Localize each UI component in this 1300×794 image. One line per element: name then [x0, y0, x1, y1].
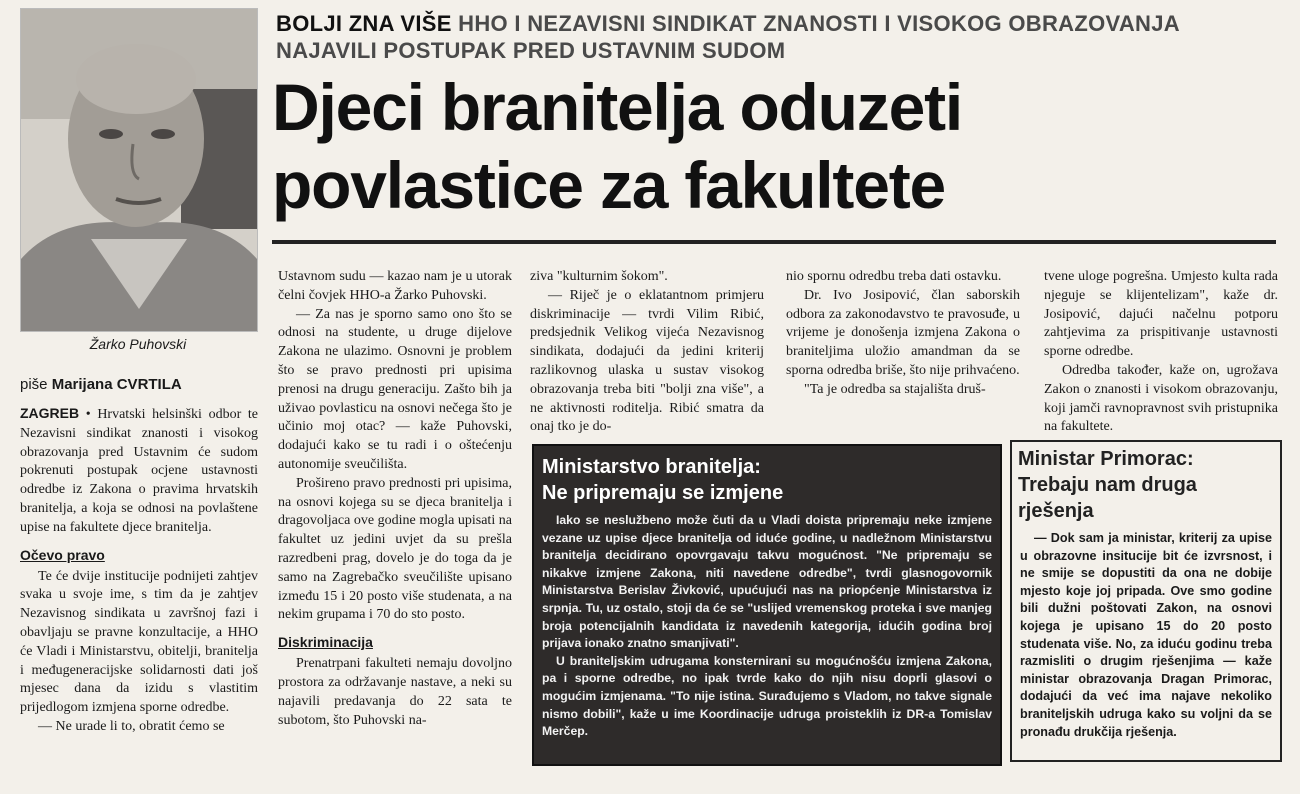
headline-line-1: Djeci branitelja oduzeti: [272, 70, 963, 144]
article-column-4: [786, 268, 1020, 400]
paragraph: "Ta je odredba sa stajališta druš-: [804, 381, 986, 397]
box-body: [542, 512, 992, 741]
article-column-5: [1044, 268, 1278, 437]
dateline: ZAGREB: [20, 405, 80, 421]
paragraph: — Za nas je sporno samo ono što se odnosi na studente, u druge dijelove Zakona ne ulazimo. Osnovni je problem što se pravo prednosti pri upisima prenosi na drugu generaciju. Zašto bih ja uživao povlasticu na osnovi nečega što je učinio moj otac? — kaže Puhovski, dodajući kako se tu radi i o oštećenju autonomije sveučilišta.: [278, 306, 512, 472]
photo-caption: Žarko Puhovski: [89, 336, 187, 352]
paragraph: tvene uloge pogrešna. Umjesto kulta rada njeguje se klijentelizam", kaže dr. Josipović, dajući načelnu potporu zahtjevima za prispitivanje ustavnosti sporne odredbe.: [1044, 269, 1278, 360]
byline-author: Marijana CVRTILA: [51, 376, 182, 393]
box-paragraph: U braniteljskim udrugama konsternirani su mogućnošću izmjena Zakona, pa i sporne odredbe, no ipak tvrde kako do njih nisu doprli glasovi o mogućim izmjenama. "To nije istina. Surađujemo s Vladom, no takve signale nismo dobili", kaže u ime Koordinacije udruga proisteklih iz DR-a Tomislav Merčep.: [542, 653, 992, 739]
paragraph: ZAGREB • Hrvatski helsinški odbor te Nezavisni sindikat znanosti i visokog obrazovanja pred Ustavnim će sudom pokrenuti postupak ocjene ustavnosti odredbe iz Zakona o pravima hrvatskih branitelja, a koja se odnosi na povlaštene upise na fakultete djece branitelja.: [20, 405, 258, 535]
paragraph: — Riječ je o eklatantnom primjeru diskriminacije — tvrdi Vilim Ribić, predsjednik Velikog vijeća Nezavisnog sindikata, dodajući da jedini kriterij razlikovnog ulaska u sustav visokog obrazovanja treba biti "bolji zna više", a ne aktivnosti roditelja. Ribić smatra da onaj tko je do-: [530, 287, 764, 435]
paragraph: Prošireno pravo prednosti pri upisima, na osnovi kojega su se djeca branitelja i dragovoljaca ove godine mogla upisati na fakultet uz jedini uvjet da su prešla razredbeni prag, dovelo je do toga da je samo na Zagrebačko sveučilište upisano između 15 i 20 posto više studenata, a na nekim grupama i 70 do sto posto.: [278, 475, 512, 623]
byline-prefix: piše: [20, 376, 48, 393]
subheading-diskriminacija: Diskriminacija: [278, 634, 373, 651]
paragraph: Prenatrpani fakulteti nemaju dovoljno prostora za održavanje nastave, a neki su najavili predavanja do 22 sata te subotom, što Puhovski na-: [278, 656, 512, 728]
box-title-line-2: Ne pripremaju se izmjene: [542, 482, 784, 504]
portrait-image: [21, 9, 257, 331]
paragraph: Dr. Ivo Josipović, član saborskih odbora za zakonodavstvo te pravosuđe, u vrijeme je donošenja izmjena Zakona o braniteljima uložio amandman da se sporna odredba briše, što nije prihvaćeno.: [786, 287, 1020, 378]
ministry-sidebar-box: [532, 444, 1002, 766]
kicker-text: HHO I NEZAVISNI SINDIKAT ZNANOSTI I VISOKOG OBRAZOVANJA NAJAVILI POSTUPAK PRED USTAVNIM SUDOM: [276, 11, 1180, 63]
byline: [20, 376, 260, 393]
paragraph-text: Hrvatski helsinški odbor te Nezavisni sindikat znanosti i visokog obrazovanja pred Ustavnim će sudom pokrenuti postupak ocjene ustavnosti odredbe iz Zakona o pravima hrvatskih branitelja, a koja se odnosi na povlaštene upise na fakultete djece branitelja.: [20, 407, 258, 535]
box-title: [542, 454, 1000, 506]
paragraph: Odredba također, kaže on, ugrožava Zakon o znanosti i visokom obrazovanju, koji jamči ravnopravnost svih pristupnika na fakultete.: [1044, 362, 1278, 435]
paragraph: Te će dvije institucije podnijeti zahtjev svaka u svoje ime, s tim da je zahtjev Nezavisnog sindikata u završnoj fazi i obavljaju se pravne konzultacije, a HHO će Vladi i Ministarstvu, obitelji, branitelja i međugeneracijske solidarnosti dati još mjesec dana da izidu s vlastitim prijedlogom izmjena sporne odredbe.: [20, 568, 258, 716]
box-title: [1018, 446, 1280, 524]
kicker-lead: BOLJI ZNA VIŠE: [276, 11, 452, 36]
box-title-line-1: Ministar Primorac:: [1018, 448, 1194, 470]
article-column-2: [278, 268, 512, 730]
paragraph: nio spornu odredbu treba dati ostavku.: [786, 269, 1002, 284]
box-title-line-1: Ministarstvo branitelja:: [542, 456, 761, 478]
box-paragraph: — Dok sam ja ministar, kriterij za upise u obrazovne insitucije bit će izvrsnost, i ne smije se dopustiti da ona ne dobije mjesto koje joj pripada. Ove smo godine bili dužni poštovati Zakon, na osnovi kojega je upisano 15 do 20 posto studenata više. No, za iduću godinu treba razmisliti o drugim rješenjima — kaže ministar obrazovanja Dragan Primorac, dodajući da već ima najave nekoliko braniteljskih udruga kako su voljni da se pronađu drukčija rješenja.: [1020, 531, 1272, 739]
primorac-sidebar-box: [1010, 440, 1282, 762]
headline-rule: [272, 240, 1276, 244]
headline-line-2: povlastice za fakultete: [272, 148, 946, 222]
headline: [272, 68, 1282, 224]
box-title-line-3: rješenja: [1018, 500, 1094, 522]
subheading-ocevo-pravo: Očevo pravo: [20, 546, 105, 563]
author-photo: [20, 8, 258, 332]
article-column-1: [20, 404, 258, 737]
article-column-3: [530, 268, 764, 437]
box-paragraph: Iako se neslužbeno može čuti da u Vladi doista pripremaju neke izmjene vezane uz upise djece branitelja od iduće godine, u nadležnom Ministarstvu branitelja decidirano opovrgavaju takvu mogućnost. "Ne pripremaju se nikakve izmjene Zakona, niti navedene odredbe", tvrdi glasnogovornik Ministarstva Berislav Živković, upućujući nas na priopćenje Ministarstva iz srpnja. Tu, uz ostalo, stoji da će se "uslijed vremenskog proteka i sve manjeg broja potencijalnih kandidata iz navedenih kategorija, idućih godina broj prijava ionako znatno smanjivati".: [542, 513, 992, 651]
paragraph: Ustavnom sudu — kazao nam je u utorak čelni čovjek HHO-a Žarko Puhovski.: [278, 269, 512, 303]
box-body: [1020, 530, 1272, 741]
kicker: [276, 10, 1286, 64]
paragraph: ziva "kulturnim šokom".: [530, 269, 668, 284]
paragraph: — Ne urade li to, obratit ćemo se: [38, 718, 225, 734]
box-title-line-2: Trebaju nam druga: [1018, 474, 1197, 496]
